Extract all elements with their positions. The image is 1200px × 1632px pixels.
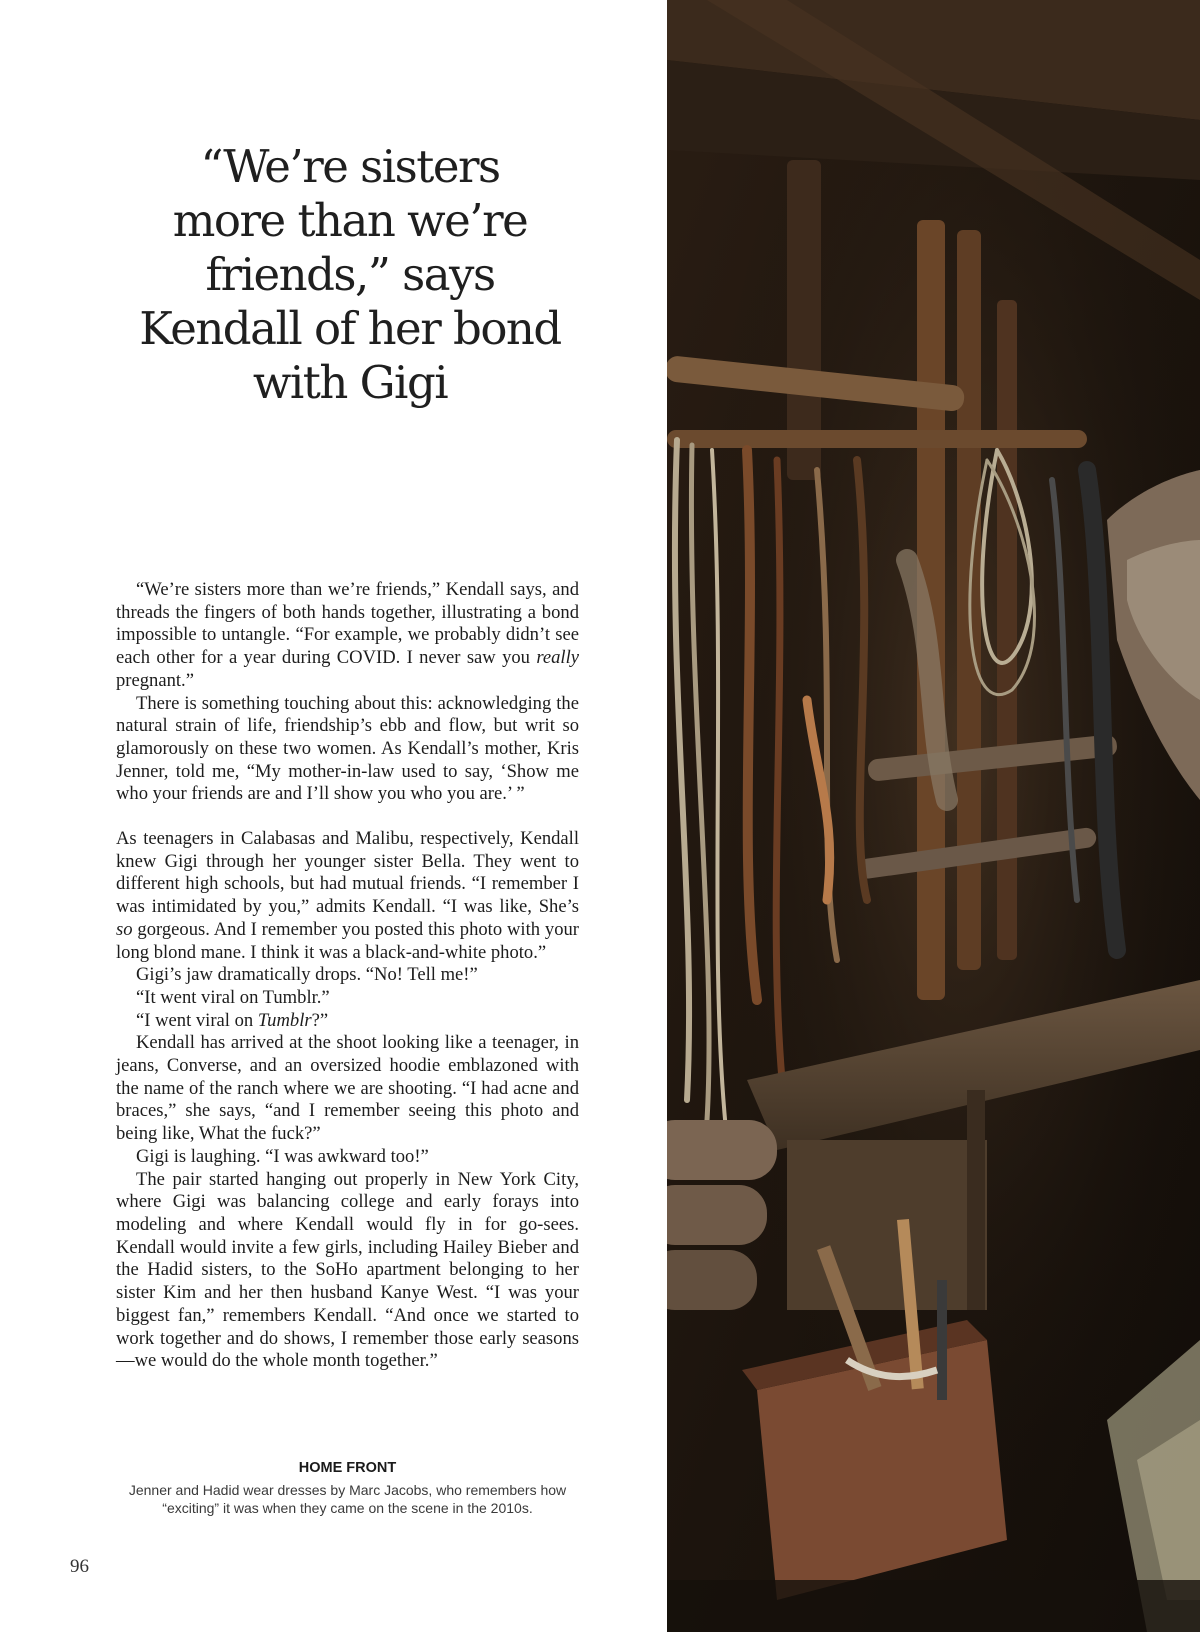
photo-illustration	[667, 0, 1200, 1632]
paragraph: As teenagers in Calabasas and Malibu, respectively, Kendall knew Gigi through her younger sister Bella. They went to different high schools, but had mutual friends. “I remember I was intimidated by you,” admits Kendall. “I was like, She’s so gorgeous. And I remember you posted this photo with your long blond mane. I think it was a black-and-white photo.”	[116, 828, 579, 963]
floor	[667, 1580, 1200, 1632]
tack-room-photo	[667, 0, 1200, 1632]
paragraph: “We’re sisters more than we’re friends,” Kendall says, and threads the fingers of both hands together, illustrating a bond impossible to untangle. “For example, we probably didn’t see each other for a year during COVID. I never saw you really pregnant.”	[116, 579, 579, 691]
paragraph: Gigi’s jaw dramatically drops. “No! Tell me!”	[136, 964, 478, 986]
pull-quote	[110, 140, 590, 410]
paragraph: “It went viral on Tumblr.”	[136, 986, 330, 1008]
pull-quote-line: more than we’re	[172, 194, 528, 247]
pull-quote-line: friends,” says	[205, 248, 495, 301]
pull-quote-line: Kendall of her bond	[139, 302, 561, 355]
paragraph: The pair started hanging out properly in New York City, where Gigi was balancing college and early forays into modeling and where Kendall would fly in for go-sees. Kendall would invite a few girls, including Hailey Bieber and the Hadid sisters, to the SoHo apartment belonging to her sister Kim and her then husband Kanye West. “I was your biggest fan,” remembers Kendall. “And once we started to work together and do shows, I remember those early seasons—we would do the whole month together.”	[116, 1168, 579, 1372]
paragraph: “I went viral on Tumblr?”	[136, 1009, 329, 1031]
page-number: 96	[70, 1556, 89, 1577]
article-body	[116, 579, 579, 1373]
paragraph: Kendall has arrived at the shoot looking like a teenager, in jeans, Converse, and an oversized hoodie emblazoned with the name of the ranch where we are shooting. “I had acne and braces,” she says, “and I remember seeing this photo and being like, What the fuck?”	[116, 1032, 579, 1145]
caption-heading: HOME FRONT	[298, 1460, 397, 1476]
paragraph: Gigi is laughing. “I was awkward too!”	[136, 1145, 429, 1167]
pull-quote-line: with Gigi	[252, 356, 448, 409]
photo-caption	[110, 1460, 585, 1517]
paragraph: There is something touching about this: acknowledging the natural strain of life, friendship’s ebb and flow, but writ so glamorously on these two women. As Kendall’s mother, Kris Jenner, told me, “My mother-in-law used to say, ‘Show me who your friends are and I’ll show you who you are.’ ”	[116, 692, 579, 805]
caption-text: Jenner and Hadid wear dresses by Marc Jacobs, who remembers how “exciting” it was when they came on the scene in the 2010s.	[128, 1482, 567, 1516]
pull-quote-line: “We’re sisters	[200, 140, 500, 193]
